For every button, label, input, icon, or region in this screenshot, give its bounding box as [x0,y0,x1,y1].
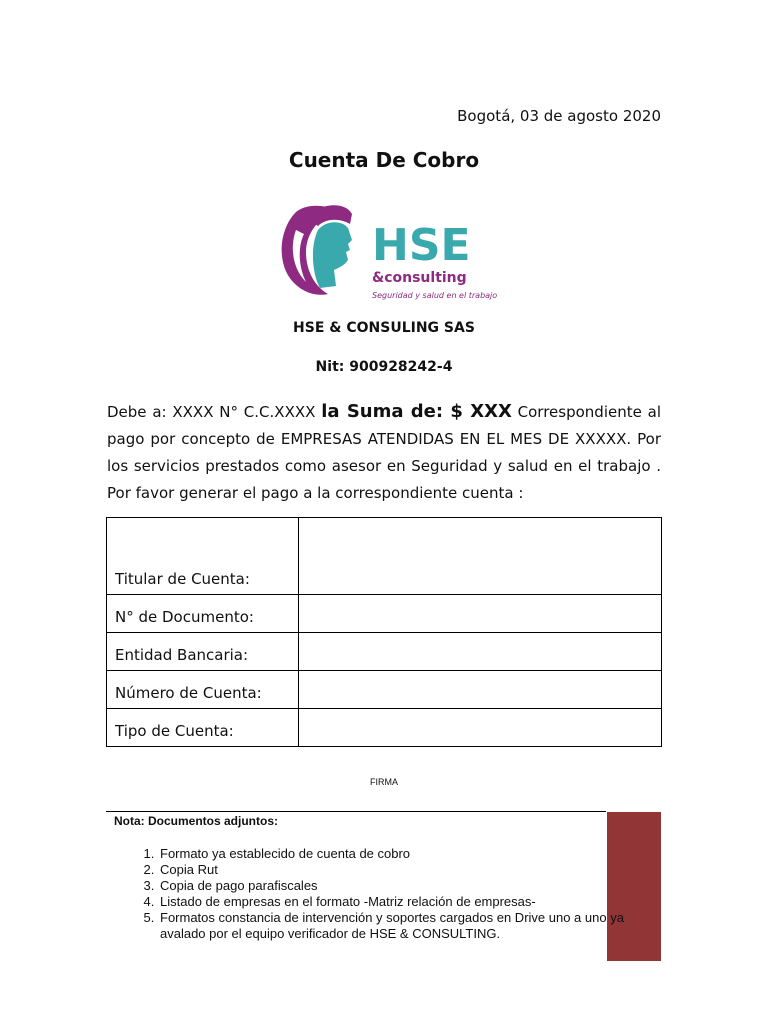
body-amount: la Suma de: $ XXX [321,401,512,422]
body-prefix: Debe a: XXXX N° C.C.XXXX [107,403,322,421]
account-label: Entidad Bancaria: [107,633,299,671]
document-title: Cuenta De Cobro [288,148,480,172]
company-logo [266,190,502,308]
attachments-list [130,846,628,942]
hse-logo-icon [266,190,502,308]
account-value-field [299,518,662,595]
document-date: Bogotá, 03 de agosto 2020 [457,107,661,125]
account-value-field [299,671,662,709]
list-item: 5. Formatos constancia de intervención y soportes cargados en Drive uno a uno ya avalado por el equipo verificador de HSE & CONSULTING. [158,910,628,942]
notes-divider [106,811,606,812]
account-label: N° de Documento: [107,595,299,633]
table-row [107,518,662,595]
svg-text:&consulting: &consulting [372,270,467,286]
table-row [107,709,662,747]
notes-title: Nota: Documentos adjuntos: [114,814,278,828]
body-rest: Correspondiente al pago por concepto de EMPRESAS ATENDIDAS EN EL MES DE XXXXX. Por los servicios prestados como asesor en Seguridad y salud en el trabajo . Por favor generar el pago a la correspondiente cuenta : [107,403,661,502]
list-item: 2. Copia Rut [158,862,628,878]
account-label: Número de Cuenta: [107,671,299,709]
body-paragraph [107,398,661,507]
list-item: 1. Formato ya establecido de cuenta de cobro [158,846,628,862]
account-value-field [299,633,662,671]
table-row [107,633,662,671]
list-item: 4. Listado de empresas en el formato -Matriz relación de empresas- [158,894,628,910]
company-nit: Nit: 900928242-4 [315,359,453,375]
account-label: Tipo de Cuenta: [107,709,299,747]
svg-text:Seguridad y salud en el trabaj: Seguridad y salud en el trabajo [372,291,498,300]
signature-label: FIRMA [370,777,398,787]
account-value-field [299,709,662,747]
account-value-field [299,595,662,633]
account-table [106,517,662,747]
company-name: HSE & CONSULING SAS [293,320,475,336]
table-row [107,671,662,709]
table-row [107,595,662,633]
list-item: 3. Copia de pago parafiscales [158,878,628,894]
svg-text:HSE: HSE [372,220,471,271]
account-label: Titular de Cuenta: [107,518,299,595]
